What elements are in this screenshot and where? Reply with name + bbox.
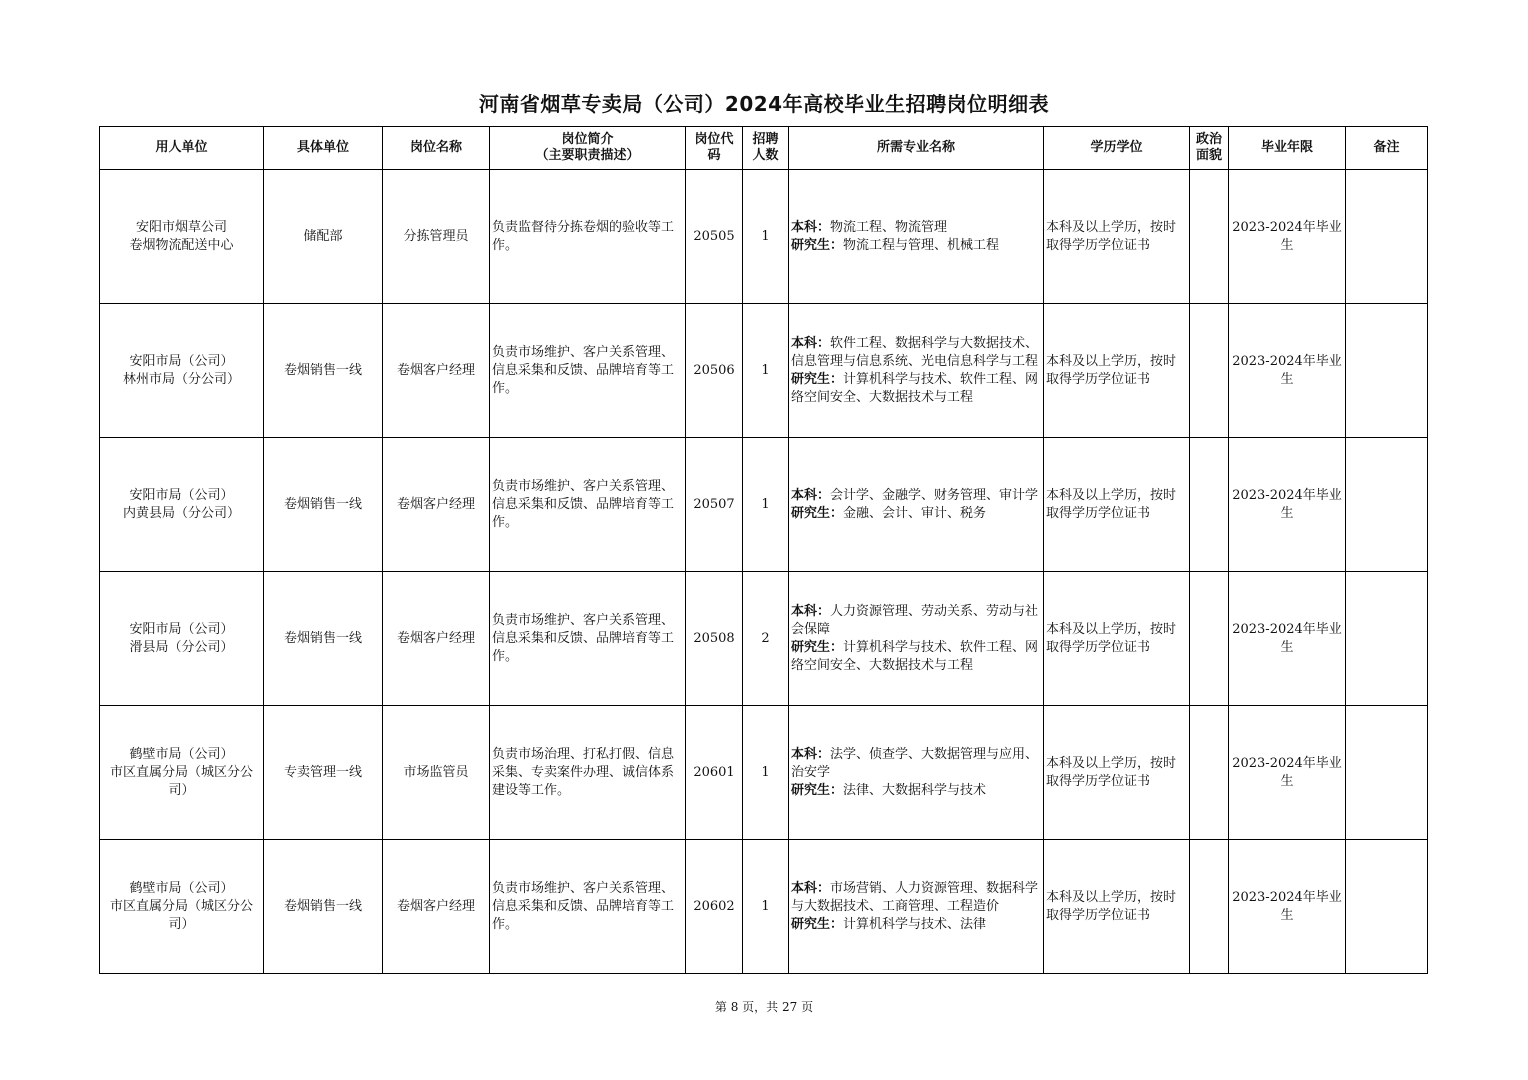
header-employer: 用人单位 — [100, 127, 264, 170]
remark-cell — [1346, 304, 1428, 438]
employer-cell: 安阳市局（公司） 林州市局（分公司） — [100, 304, 264, 438]
bachelor-majors: 人力资源管理、劳动关系、劳动与社会保障 — [791, 603, 1039, 637]
bachelor-label: 本科： — [791, 219, 831, 235]
master-label: 研究生： — [791, 916, 844, 932]
bachelor-majors: 物流工程、物流管理 — [830, 219, 948, 235]
header-intro: 岗位简介 （主要职责描述） — [490, 127, 686, 170]
header-politics: 政治 面貌 — [1190, 127, 1229, 170]
table-row — [100, 304, 1428, 438]
employer-cell: 鹤壁市局（公司） 市区直属分局（城区分公司） — [100, 706, 264, 840]
employer-cell: 安阳市烟草公司 卷烟物流配送中心 — [100, 170, 264, 304]
table-row — [100, 840, 1428, 974]
employer-cell: 鹤壁市局（公司） 市区直属分局（城区分公司） — [100, 840, 264, 974]
major-cell — [789, 840, 1044, 974]
job-table — [99, 126, 1428, 974]
table-header-row — [100, 127, 1428, 170]
degree-cell: 本科及以上学历，按时取得学历学位证书 — [1044, 438, 1190, 572]
unit-cell: 卷烟销售一线 — [264, 304, 383, 438]
code-cell: 20505 — [686, 170, 743, 304]
header-count: 招聘 人数 — [743, 127, 789, 170]
count-cell: 2 — [743, 572, 789, 706]
bachelor-majors: 会计学、金融学、财务管理、审计学 — [830, 487, 1039, 503]
year-cell: 2023-2024年毕业生 — [1229, 572, 1346, 706]
intro-cell: 负责市场维护、客户关系管理、信息采集和反馈、品牌培育等工作。 — [490, 840, 686, 974]
unit-cell: 卷烟销售一线 — [264, 438, 383, 572]
master-majors: 计算机科学与技术、软件工程、网络空间安全、大数据技术与工程 — [791, 639, 1039, 673]
master-label: 研究生： — [791, 371, 844, 387]
intro-cell: 负责市场维护、客户关系管理、信息采集和反馈、品牌培育等工作。 — [490, 438, 686, 572]
page-number: 第 8 页，共 27 页 — [714, 1000, 814, 1014]
count-cell: 1 — [743, 438, 789, 572]
degree-cell: 本科及以上学历，按时取得学历学位证书 — [1044, 572, 1190, 706]
count-cell: 1 — [743, 706, 789, 840]
header-major: 所需专业名称 — [789, 127, 1044, 170]
year-cell: 2023-2024年毕业生 — [1229, 438, 1346, 572]
remark-cell — [1346, 706, 1428, 840]
count-cell: 1 — [743, 840, 789, 974]
politics-cell — [1190, 170, 1229, 304]
master-label: 研究生： — [791, 782, 844, 798]
header-degree: 学历学位 — [1044, 127, 1190, 170]
politics-cell — [1190, 706, 1229, 840]
unit-cell: 卷烟销售一线 — [264, 572, 383, 706]
master-majors: 法律、大数据科学与技术 — [843, 782, 987, 798]
year-cell: 2023-2024年毕业生 — [1229, 840, 1346, 974]
politics-cell — [1190, 572, 1229, 706]
bachelor-label: 本科： — [791, 487, 831, 503]
unit-cell: 卷烟销售一线 — [264, 840, 383, 974]
bachelor-label: 本科： — [791, 335, 831, 351]
header-remark: 备注 — [1346, 127, 1428, 170]
table-row — [100, 572, 1428, 706]
year-cell: 2023-2024年毕业生 — [1229, 170, 1346, 304]
employer-cell: 安阳市局（公司） 内黄县局（分公司） — [100, 438, 264, 572]
degree-cell: 本科及以上学历，按时取得学历学位证书 — [1044, 170, 1190, 304]
position-cell: 卷烟客户经理 — [383, 438, 490, 572]
major-cell — [789, 706, 1044, 840]
politics-cell — [1190, 304, 1229, 438]
count-cell: 1 — [743, 170, 789, 304]
employer-cell: 安阳市局（公司） 滑县局（分公司） — [100, 572, 264, 706]
major-cell — [789, 572, 1044, 706]
unit-cell: 储配部 — [264, 170, 383, 304]
degree-cell: 本科及以上学历，按时取得学历学位证书 — [1044, 304, 1190, 438]
intro-cell: 负责市场维护、客户关系管理、信息采集和反馈、品牌培育等工作。 — [490, 572, 686, 706]
header-unit: 具体单位 — [264, 127, 383, 170]
master-label: 研究生： — [791, 639, 844, 655]
remark-cell — [1346, 438, 1428, 572]
master-majors: 计算机科学与技术、法律 — [843, 916, 987, 932]
table-row — [100, 706, 1428, 840]
bachelor-majors: 法学、侦查学、大数据管理与应用、治安学 — [791, 746, 1039, 780]
master-label: 研究生： — [791, 505, 844, 521]
table-row — [100, 438, 1428, 572]
header-position: 岗位名称 — [383, 127, 490, 170]
bachelor-majors: 市场营销、人力资源管理、数据科学与大数据技术、工商管理、工程造价 — [791, 880, 1039, 914]
degree-cell: 本科及以上学历，按时取得学历学位证书 — [1044, 706, 1190, 840]
year-cell: 2023-2024年毕业生 — [1229, 304, 1346, 438]
bachelor-label: 本科： — [791, 746, 831, 762]
position-cell: 分拣管理员 — [383, 170, 490, 304]
intro-cell: 负责监督待分拣卷烟的验收等工作。 — [490, 170, 686, 304]
header-year: 毕业年限 — [1229, 127, 1346, 170]
master-majors: 金融、会计、审计、税务 — [843, 505, 987, 521]
document-title: 河南省烟草专卖局（公司）2024年高校毕业生招聘岗位明细表 — [478, 92, 1050, 116]
bachelor-label: 本科： — [791, 603, 831, 619]
code-cell: 20508 — [686, 572, 743, 706]
position-cell: 卷烟客户经理 — [383, 304, 490, 438]
table-row — [100, 170, 1428, 304]
intro-cell: 负责市场维护、客户关系管理、信息采集和反馈、品牌培育等工作。 — [490, 304, 686, 438]
major-cell — [789, 304, 1044, 438]
master-majors: 物流工程与管理、机械工程 — [843, 237, 1000, 253]
remark-cell — [1346, 572, 1428, 706]
bachelor-majors: 软件工程、数据科学与大数据技术、信息管理与信息系统、光电信息科学与工程 — [791, 335, 1039, 369]
politics-cell — [1190, 438, 1229, 572]
bachelor-label: 本科： — [791, 880, 831, 896]
code-cell: 20506 — [686, 304, 743, 438]
intro-cell: 负责市场治理、打私打假、信息采集、专卖案件办理、诚信体系建设等工作。 — [490, 706, 686, 840]
code-cell: 20602 — [686, 840, 743, 974]
code-cell: 20507 — [686, 438, 743, 572]
header-code: 岗位代 码 — [686, 127, 743, 170]
year-cell: 2023-2024年毕业生 — [1229, 706, 1346, 840]
major-cell — [789, 170, 1044, 304]
degree-cell: 本科及以上学历，按时取得学历学位证书 — [1044, 840, 1190, 974]
unit-cell: 专卖管理一线 — [264, 706, 383, 840]
count-cell: 1 — [743, 304, 789, 438]
position-cell: 卷烟客户经理 — [383, 572, 490, 706]
position-cell: 市场监管员 — [383, 706, 490, 840]
politics-cell — [1190, 840, 1229, 974]
code-cell: 20601 — [686, 706, 743, 840]
position-cell: 卷烟客户经理 — [383, 840, 490, 974]
master-majors: 计算机科学与技术、软件工程、网络空间安全、大数据技术与工程 — [791, 371, 1039, 405]
remark-cell — [1346, 170, 1428, 304]
remark-cell — [1346, 840, 1428, 974]
major-cell — [789, 438, 1044, 572]
master-label: 研究生： — [791, 237, 844, 253]
